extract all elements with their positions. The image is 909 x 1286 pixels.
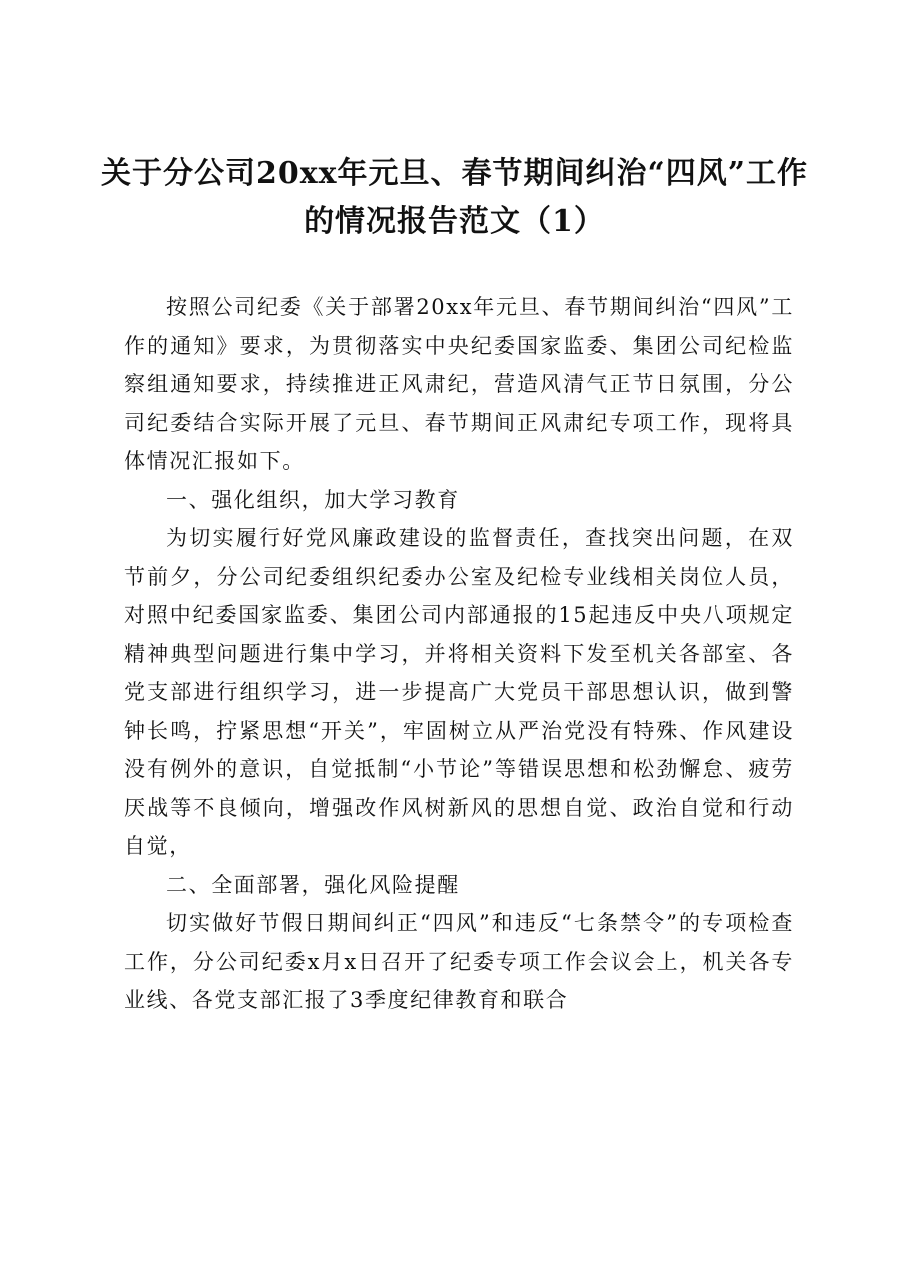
intro-paragraph: 按照公司纪委《关于部署20xx年元旦、春节期间纠治“四风”工作的通知》要求，为贯彻落实中央纪委国家监委、集团公司纪检监察组通知要求，持续推进正风肃纪，营造风清气正节日氛围，分公司纪委结合实际开展了元旦、春节期间正风肃纪专项工作，现将具体情况汇报如下。 (124, 295, 794, 473)
section-1-paragraph: 为切实履行好党风廉政建设的监督责任，查找突出问题，在双节前夕，分公司纪委组织纪委办公室及纪检专业线相关岗位人员，对照中纪委国家监委、集团公司内部通报的15起违反中央八项规定精神典型问题进行集中学习，并将相关资料下发至机关各部室、各党支部进行组织学习，进一步提高广大党员干部思想认识，做到警钟长鸣，拧紧思想“开关”，牢固树立从严治党没有特殊、作风建设没有例外的意识，自觉抵制“小节论”等错误思想和松劲懈怠、疲劳厌战等不良倾向，增强改作风树新风的思想自觉、政治自觉和行动自觉， (124, 526, 794, 858)
section-heading-1: 一、强化组织，加大学习教育 (166, 487, 460, 512)
section-heading-2: 二、全面部署，强化风险提醒 (166, 872, 460, 897)
document-title: 关于分公司20xx年元旦、春节期间纠治“四风”工作的情况报告范文（1） (100, 156, 809, 239)
document-body (124, 288, 794, 1020)
section-2-paragraph: 切实做好节假日期间纠正“四风”和违反“七条禁令”的专项检查工作，分公司纪委x月x日召开了纪委专项工作会议会上，机关各专业线、各党支部汇报了3季度纪律教育和联合 (124, 911, 794, 1012)
